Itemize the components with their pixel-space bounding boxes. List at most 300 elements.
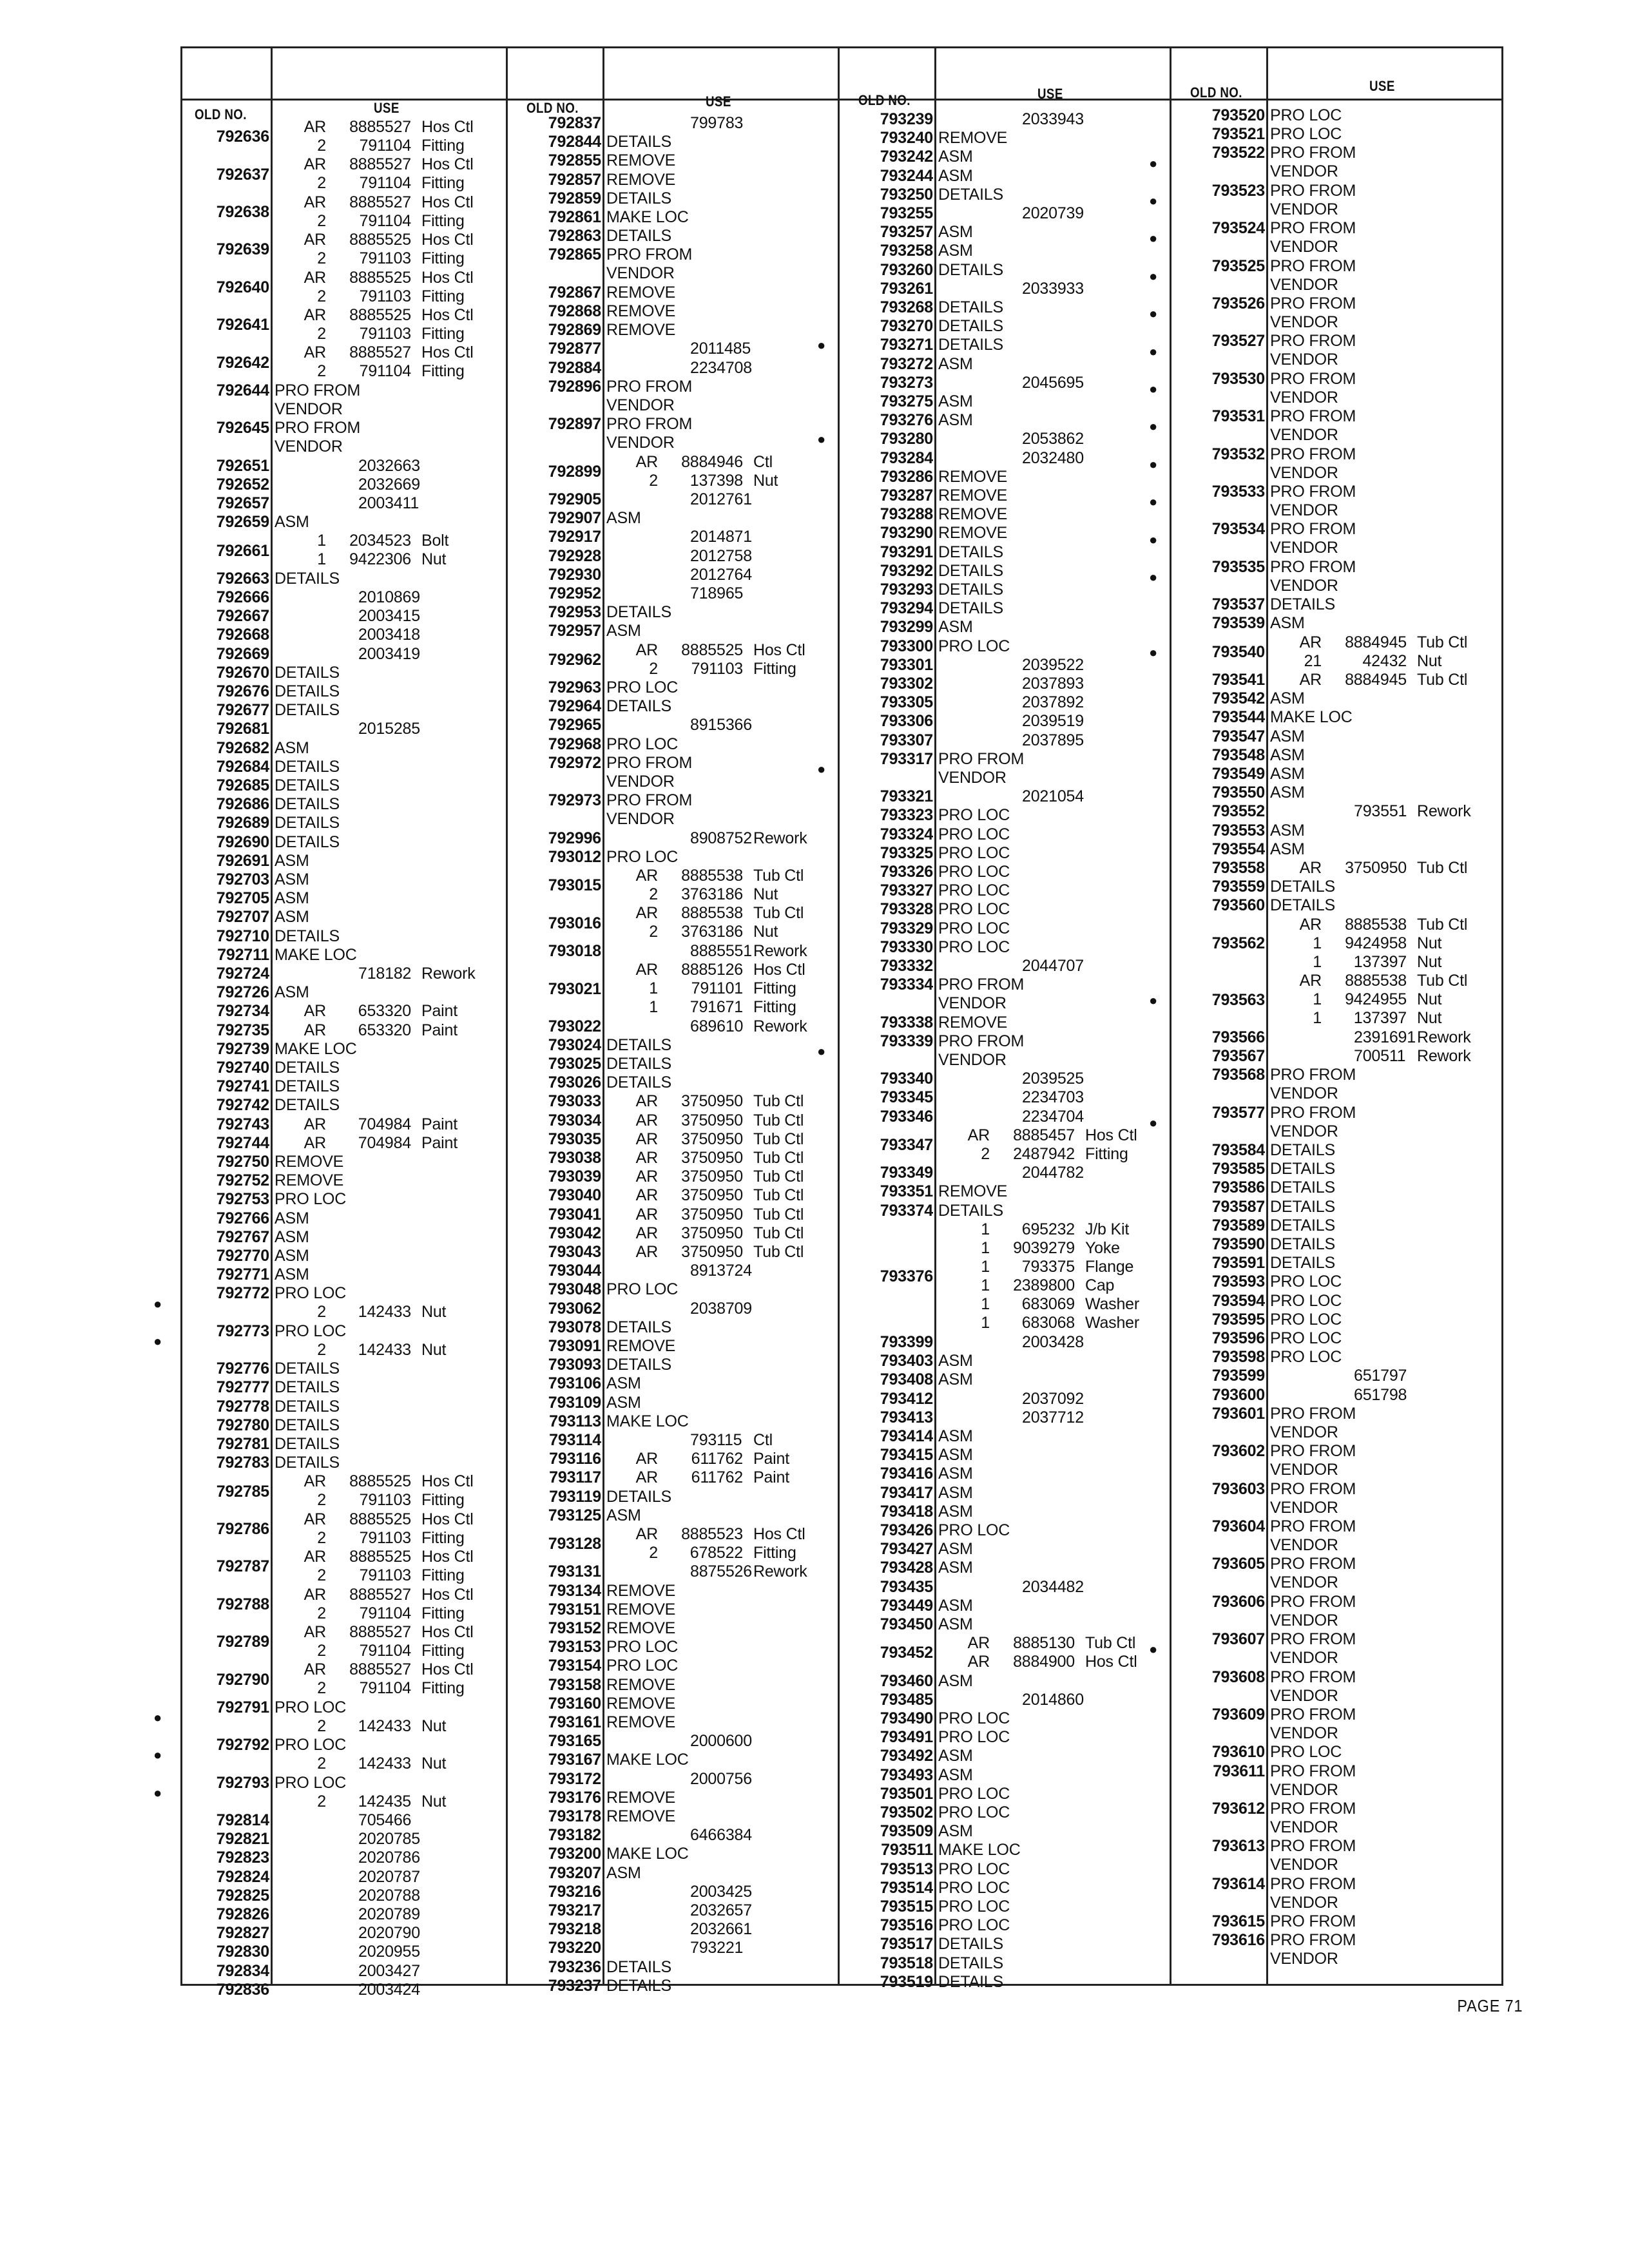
- quantity: 2: [317, 1528, 326, 1547]
- part-number: 611762: [691, 1450, 743, 1468]
- old-number: 793417: [880, 1483, 933, 1502]
- quantity: 1: [981, 1257, 990, 1276]
- table-row: [173, 607, 508, 626]
- use-text: PRO LOC: [606, 735, 679, 753]
- use-text: DETAILS: [606, 697, 671, 716]
- use-text: REMOVE: [606, 1713, 676, 1731]
- table-row: [173, 457, 508, 476]
- old-number: 793237: [548, 1976, 601, 1995]
- table-row: [836, 825, 1171, 844]
- bullet-icon: ●: [1149, 568, 1158, 585]
- table-row: [173, 626, 508, 644]
- old-number: 793540: [1211, 642, 1265, 661]
- old-number: 793530: [1211, 369, 1265, 388]
- part-number: 42432: [1362, 651, 1407, 670]
- table-row: [505, 942, 840, 961]
- quantity: 1: [649, 998, 658, 1016]
- old-number: 792669: [216, 644, 269, 663]
- old-number: 793324: [880, 825, 933, 843]
- use-text: DETAILS: [275, 795, 340, 814]
- old-number: 792770: [216, 1247, 269, 1265]
- old-number: 793610: [1211, 1743, 1265, 1762]
- use-text: REMOVE: [938, 467, 1008, 486]
- use-text: PRO FROM: [1270, 332, 1356, 351]
- use-text: PRO LOC: [938, 1709, 1010, 1727]
- old-number: 793534: [1211, 520, 1265, 539]
- use-text: DETAILS: [606, 1976, 671, 1995]
- table-row: [173, 1868, 508, 1887]
- table-row: [173, 1077, 508, 1096]
- use-text: REMOVE: [606, 321, 676, 340]
- old-number: 793566: [1211, 1028, 1265, 1046]
- use-text: DETAILS: [275, 814, 340, 832]
- new-number: 2003427: [358, 1961, 420, 1980]
- table-row: [505, 321, 840, 340]
- use-text: PRO FROM: [1270, 483, 1356, 501]
- use-text: PRO FROM: [1270, 1762, 1356, 1780]
- quantity: AR: [635, 1224, 658, 1242]
- table-row: [173, 1228, 508, 1247]
- old-number: 793562: [1211, 934, 1265, 953]
- part-number: 791104: [359, 1642, 411, 1660]
- table-row: [173, 1153, 508, 1171]
- table-row: [836, 1390, 1171, 1408]
- table-row: [505, 151, 840, 170]
- bullet-icon: ●: [1149, 305, 1158, 322]
- use-text: VENDOR: [606, 434, 675, 452]
- table-row: [836, 449, 1171, 468]
- use-text: PRO LOC: [1270, 1329, 1342, 1347]
- table-row: [505, 1224, 840, 1243]
- use-text: VENDOR: [1270, 1686, 1338, 1705]
- bullet-icon: ●: [153, 1295, 162, 1312]
- quantity: AR: [304, 1548, 326, 1566]
- part-number: 137397: [1353, 952, 1407, 971]
- new-number: 2032663: [358, 456, 420, 475]
- table-row: [173, 513, 508, 532]
- part-number: 8885527: [349, 1660, 411, 1679]
- old-number: 792740: [216, 1059, 269, 1077]
- table-row: [1168, 916, 1503, 972]
- table-row: [153, 1736, 508, 1773]
- part-number: 142433: [358, 1716, 411, 1735]
- use-text: DETAILS: [1270, 1178, 1335, 1197]
- part-number: 791103: [691, 659, 743, 678]
- new-number: 651797: [1354, 1367, 1407, 1385]
- old-number: 792707: [216, 908, 269, 927]
- table-row: [505, 245, 840, 283]
- use-text: ASM: [938, 1427, 973, 1445]
- use-text: PRO LOC: [275, 1736, 347, 1754]
- bullet-icon: ●: [153, 1332, 162, 1349]
- new-number: 793551: [1354, 802, 1407, 821]
- part-description: Ctl: [753, 452, 773, 471]
- use-text: DETAILS: [606, 1318, 671, 1336]
- old-number: 793416: [880, 1465, 933, 1483]
- part-description: Hos Ctl: [421, 193, 474, 211]
- old-number: 792710: [216, 927, 269, 945]
- table-row: [836, 787, 1171, 806]
- use-text: VENDOR: [1270, 1818, 1338, 1836]
- table-row: [1168, 1311, 1503, 1329]
- use-text: REMOVE: [606, 1788, 676, 1807]
- part-number: 8885527: [349, 343, 411, 362]
- part-description: Nut: [1417, 990, 1442, 1009]
- table-row: [505, 678, 840, 697]
- old-number: 793511: [881, 1841, 933, 1860]
- part-description: Hos Ctl: [753, 961, 805, 979]
- table-row: [173, 1247, 508, 1265]
- use-text: PRO FROM: [1270, 1931, 1356, 1950]
- use-text: VENDOR: [1270, 388, 1338, 407]
- table-row: [173, 927, 508, 946]
- table-row: [836, 1088, 1171, 1107]
- table-row: [836, 1709, 1171, 1728]
- old-number: 793325: [880, 843, 933, 862]
- table-row: [1149, 633, 1503, 671]
- old-number: 792863: [548, 227, 601, 245]
- table-row: [836, 1540, 1171, 1559]
- old-number: 792827: [216, 1924, 269, 1943]
- quantity: 2: [317, 1491, 326, 1510]
- new-number: 2032661: [690, 1920, 752, 1939]
- table-row: [836, 1615, 1171, 1634]
- use-text: PRO LOC: [275, 1698, 347, 1716]
- table-row: [173, 1209, 508, 1228]
- table-row: [173, 983, 508, 1002]
- part-description: Fitting: [421, 325, 465, 343]
- part-number: 791103: [359, 325, 411, 343]
- use-text: PRO LOC: [1270, 106, 1342, 124]
- old-number: 793604: [1211, 1517, 1265, 1535]
- table-row: [1168, 1743, 1503, 1762]
- use-text: REMOVE: [938, 486, 1008, 505]
- use-text: MAKE LOC: [275, 945, 357, 964]
- quantity: 2: [317, 211, 326, 230]
- part-number: 791103: [359, 1528, 411, 1547]
- table-row: [1168, 595, 1503, 614]
- use-text: ASM: [938, 1483, 973, 1502]
- quantity: 2: [649, 923, 658, 941]
- table-row: [836, 1954, 1171, 1973]
- old-number: 793280: [880, 430, 933, 448]
- part-number: 8885525: [349, 306, 411, 324]
- table-row: [505, 622, 840, 640]
- table-row: [836, 1898, 1171, 1916]
- old-number: 793518: [880, 1954, 933, 1972]
- use-text: PRO FROM: [1270, 1555, 1356, 1573]
- old-number: 793589: [1211, 1216, 1265, 1235]
- table-row: [173, 1660, 508, 1698]
- old-number: 793334: [880, 975, 933, 994]
- old-number: 793515: [880, 1898, 933, 1916]
- table-row: [1149, 332, 1503, 369]
- old-number: 792868: [548, 302, 601, 320]
- old-number: 793044: [548, 1262, 601, 1280]
- use-text: PRO LOC: [1270, 1348, 1342, 1367]
- part-number: 8885126: [681, 961, 743, 979]
- quantity: 2: [317, 137, 326, 155]
- part-description: Rework: [753, 941, 807, 960]
- use-text: PRO FROM: [938, 749, 1025, 768]
- table-row: [836, 975, 1171, 1013]
- bullet-icon: ●: [1149, 1641, 1158, 1658]
- table-row: [173, 532, 508, 569]
- new-number: 718965: [690, 584, 744, 602]
- use-text: DETAILS: [606, 1035, 671, 1054]
- old-number: 793403: [880, 1352, 933, 1370]
- part-description: Hos Ctl: [421, 118, 474, 136]
- old-number: 792791: [216, 1698, 269, 1716]
- new-number: 2012764: [690, 565, 752, 584]
- old-number: 793041: [548, 1205, 601, 1224]
- table-row: [1168, 1668, 1503, 1706]
- part-description: Nut: [421, 1303, 447, 1321]
- part-number: 142433: [358, 1754, 411, 1773]
- part-description: Nut: [753, 923, 778, 941]
- use-text: PRO FROM: [275, 381, 361, 399]
- table-row: [173, 1021, 508, 1040]
- part-number: 3750950: [681, 1224, 743, 1242]
- old-number: 793602: [1211, 1442, 1265, 1461]
- quantity: AR: [635, 1450, 658, 1468]
- use-text: PRO FROM: [1270, 1837, 1356, 1856]
- new-number: 2039522: [1022, 655, 1084, 674]
- table-row: [173, 833, 508, 852]
- new-number: 2020786: [358, 1849, 420, 1867]
- use-text: REMOVE: [938, 524, 1008, 543]
- part-description: Nut: [421, 1340, 447, 1359]
- part-description: Fitting: [1085, 1144, 1128, 1163]
- old-number: 793491: [880, 1728, 933, 1747]
- use-text: REMOVE: [606, 1600, 676, 1619]
- table-row: [505, 1562, 840, 1581]
- table-row: [1168, 727, 1503, 746]
- old-number: 792682: [216, 738, 269, 757]
- part-description: Rework: [421, 965, 476, 983]
- part-number: 8885130: [1013, 1634, 1075, 1653]
- new-number: 2020955: [358, 1943, 420, 1961]
- table-row: [836, 1465, 1171, 1483]
- old-no-header: OLD NO.: [195, 106, 247, 122]
- old-number: 792899: [548, 462, 601, 481]
- table-row: [1149, 483, 1503, 520]
- table-row: [173, 269, 508, 306]
- table-row: [836, 129, 1171, 148]
- quantity: 1: [981, 1313, 990, 1332]
- new-number: 2037092: [1022, 1389, 1084, 1408]
- use-text: PRO LOC: [606, 847, 679, 866]
- table-row: [836, 1691, 1171, 1709]
- old-number: 793250: [880, 185, 933, 204]
- part-description: Nut: [1417, 651, 1442, 670]
- new-number: 8915366: [690, 716, 752, 735]
- old-number: 793024: [548, 1035, 601, 1054]
- old-number: 792823: [216, 1849, 269, 1867]
- new-number: 8875526: [690, 1562, 752, 1581]
- table-row: [505, 1751, 840, 1769]
- part-description: J/b Kit: [1085, 1220, 1130, 1238]
- use-text: VENDOR: [1270, 1950, 1338, 1968]
- table-row: [836, 1841, 1171, 1860]
- part-description: Yoke: [1085, 1238, 1120, 1257]
- part-description: Tub Ctl: [753, 1224, 804, 1242]
- quantity: AR: [635, 1468, 658, 1487]
- old-number: 793270: [880, 317, 933, 336]
- use-text: DETAILS: [606, 1073, 671, 1092]
- table-row: [505, 1073, 840, 1092]
- table-row: [173, 1887, 508, 1905]
- table-row: [836, 317, 1171, 336]
- use-text: DETAILS: [275, 682, 340, 700]
- use-text: DETAILS: [938, 561, 1003, 580]
- use-text: VENDOR: [1270, 1461, 1338, 1479]
- part-description: Rework: [753, 1562, 807, 1581]
- old-number: 792792: [216, 1736, 269, 1754]
- table-row: [173, 588, 508, 607]
- table-row: [505, 1619, 840, 1638]
- use-text: PRO FROM: [1270, 1442, 1356, 1461]
- part-number: 9422306: [349, 550, 411, 569]
- part-description: Tub Ctl: [753, 1149, 804, 1167]
- table-row: [836, 1747, 1171, 1765]
- part-description: Hos Ctl: [753, 640, 805, 659]
- new-number: 2010869: [358, 588, 420, 606]
- old-number: 792637: [216, 165, 269, 184]
- old-number: 792686: [216, 795, 269, 814]
- quantity: AR: [1299, 671, 1322, 689]
- part-description: Hos Ctl: [421, 1472, 474, 1491]
- table-row: [505, 1676, 840, 1695]
- table-row: [1168, 1931, 1503, 1968]
- new-number: 2015285: [358, 720, 420, 738]
- table-row: [505, 1920, 840, 1939]
- use-text: ASM: [1270, 745, 1305, 764]
- old-number: 793567: [1211, 1047, 1265, 1065]
- use-text: VENDOR: [275, 437, 343, 456]
- use-text: PRO LOC: [275, 1773, 347, 1792]
- quantity: AR: [635, 867, 658, 885]
- use-text: PRO FROM: [1270, 1630, 1356, 1649]
- old-number: 793242: [880, 148, 933, 166]
- table-row: [836, 599, 1171, 618]
- table-row: [836, 581, 1171, 599]
- table-row: [836, 1164, 1171, 1182]
- table-row: [505, 791, 840, 829]
- table-row: [836, 1935, 1171, 1954]
- table-row: [505, 1262, 840, 1280]
- bullet-icon: ●: [1149, 267, 1158, 284]
- table-row: [173, 758, 508, 776]
- use-text: DETAILS: [1270, 1235, 1335, 1253]
- quantity: 2: [317, 362, 326, 381]
- use-text: PRO FROM: [1270, 1592, 1356, 1611]
- quantity: 2: [649, 1544, 658, 1562]
- part-number: 8884945: [1345, 671, 1407, 689]
- part-number: 8885527: [349, 1585, 411, 1604]
- part-description: Hos Ctl: [421, 1585, 474, 1604]
- table-row: [505, 302, 840, 321]
- use-text: DETAILS: [1270, 595, 1335, 614]
- quantity: AR: [635, 1243, 658, 1261]
- table-row: [173, 231, 508, 268]
- new-number: 2234704: [1022, 1107, 1084, 1126]
- old-number: 793328: [880, 900, 933, 919]
- use-text: PRO FROM: [1270, 1667, 1356, 1686]
- quantity: AR: [304, 343, 326, 362]
- part-number: 791104: [359, 1604, 411, 1622]
- table-row: [817, 430, 1171, 448]
- quantity: 2: [317, 1566, 326, 1585]
- use-text: MAKE LOC: [275, 1039, 357, 1058]
- old-number: 793615: [1211, 1912, 1265, 1931]
- part-number: 8885538: [1345, 915, 1407, 934]
- table-row: [505, 1356, 840, 1374]
- old-number: 793412: [880, 1389, 933, 1408]
- old-number: 792973: [548, 791, 601, 810]
- table-row: [505, 1657, 840, 1675]
- old-number: 793236: [548, 1957, 601, 1976]
- use-text: PRO LOC: [938, 1803, 1010, 1821]
- table-row: [836, 1634, 1171, 1671]
- part-number: 8885525: [349, 1548, 411, 1566]
- old-number: 793601: [1211, 1404, 1265, 1423]
- new-number: 2032480: [1022, 448, 1084, 467]
- use-text: ASM: [1270, 727, 1305, 745]
- part-description: Nut: [1417, 952, 1442, 971]
- part-number: 793375: [1021, 1257, 1075, 1276]
- use-text: MAKE LOC: [938, 1841, 1021, 1860]
- old-number: 793522: [1211, 144, 1265, 162]
- old-number: 793287: [880, 486, 933, 505]
- old-number: 793040: [548, 1186, 601, 1205]
- old-number: 792837: [548, 114, 601, 132]
- table-row: [836, 618, 1171, 637]
- table-row: [836, 1446, 1171, 1465]
- table-row: [1168, 1216, 1503, 1235]
- table-row: [505, 1337, 840, 1356]
- old-number: 793600: [1211, 1385, 1265, 1404]
- table-row: [173, 343, 508, 381]
- table-row: [505, 208, 840, 227]
- part-number: 9424958: [1345, 934, 1407, 952]
- old-number: 793161: [548, 1713, 601, 1731]
- new-number: 2020739: [1022, 204, 1084, 222]
- table-row: [505, 509, 840, 528]
- table-row: [173, 1190, 508, 1209]
- use-text: ASM: [938, 166, 973, 185]
- table-row: [1168, 840, 1503, 859]
- old-number: 793062: [548, 1299, 601, 1318]
- part-number: 653320: [358, 1002, 411, 1021]
- old-number: 793524: [1211, 219, 1265, 238]
- old-number: 793493: [880, 1765, 933, 1784]
- bullet-icon: ●: [1149, 1114, 1158, 1131]
- table-row: [1168, 1367, 1503, 1385]
- table-row: [173, 720, 508, 738]
- table-row: [173, 645, 508, 664]
- table-row: [1149, 520, 1503, 557]
- table-row: [505, 1055, 840, 1073]
- old-number: 793323: [880, 806, 933, 825]
- use-text: REMOVE: [606, 283, 676, 302]
- old-number: 792857: [548, 170, 601, 189]
- quantity: AR: [635, 452, 658, 471]
- table-row: [836, 712, 1171, 731]
- quantity: AR: [635, 1149, 658, 1167]
- use-text: PRO FROM: [1270, 144, 1356, 162]
- table-row: [836, 148, 1171, 166]
